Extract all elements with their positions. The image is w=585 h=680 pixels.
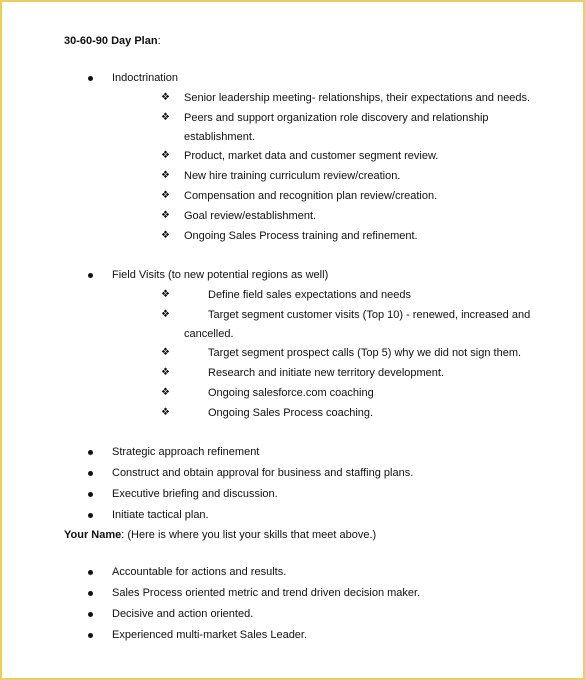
your-name-heading [64, 529, 376, 542]
field-visits-item: Research and initiate new territory development. [208, 367, 445, 379]
bullet-icon [88, 76, 93, 81]
indoctrination-item: Goal review/establishment. [184, 210, 317, 222]
field-visits-item: Define field sales expectations and needs [208, 289, 412, 301]
bullet-icon [88, 591, 93, 596]
indoctrination-item: Product, market data and customer segment review. [184, 150, 439, 162]
diamond-bullet-icon: ❖ [161, 230, 170, 241]
bullet-icon [88, 450, 93, 455]
field-visits-item: Target segment customer visits (Top 10) - renewed, increased and [208, 309, 531, 321]
diamond-bullet-icon: ❖ [161, 367, 170, 378]
diamond-bullet-icon: ❖ [161, 150, 170, 161]
indoctrination-item: New hire training curriculum review/creation. [184, 170, 401, 182]
plan-heading-suffix: : [157, 35, 161, 47]
plan-item: Executive briefing and discussion. [112, 488, 278, 500]
bullet-icon [88, 273, 93, 278]
diamond-bullet-icon: ❖ [161, 92, 170, 103]
bullet-icon [88, 492, 93, 497]
skill-item: Sales Process oriented metric and trend driven decision maker. [112, 587, 421, 599]
your-name-bold: Your Name [64, 529, 122, 541]
indoctrination-item: Senior leadership meeting- relationships, their expectations and needs. [184, 92, 531, 104]
bullet-icon [88, 633, 93, 638]
bullet-icon [88, 513, 93, 518]
diamond-bullet-icon: ❖ [161, 190, 170, 201]
plan-heading-bold: 30-60-90 Day Plan [64, 35, 158, 47]
bullet-icon [88, 612, 93, 617]
your-name-suffix: : (Here is where you list your skills that meet above.) [121, 529, 377, 541]
indoctrination-item-continued: establishment. [184, 131, 255, 143]
bullet-icon [88, 570, 93, 575]
field-visits-item-continued: cancelled. [184, 328, 234, 340]
plan-item: Initiate tactical plan. [112, 509, 209, 521]
indoctrination-title: Indoctrination [112, 72, 179, 84]
plan-item: Strategic approach refinement [112, 446, 260, 458]
skill-item: Experienced multi-market Sales Leader. [112, 629, 308, 641]
indoctrination-item: Compensation and recognition plan review/creation. [184, 190, 438, 202]
indoctrination-item: Peers and support organization role discovery and relationship [184, 112, 489, 124]
diamond-bullet-icon: ❖ [161, 112, 170, 123]
skill-item: Accountable for actions and results. [112, 566, 287, 578]
field-visits-item: Ongoing Sales Process coaching. [208, 407, 374, 419]
diamond-bullet-icon: ❖ [161, 347, 170, 358]
skill-item: Decisive and action oriented. [112, 608, 254, 620]
field-visits-item: Target segment prospect calls (Top 5) why we did not sign them. [208, 347, 522, 359]
diamond-bullet-icon: ❖ [161, 210, 170, 221]
plan-heading [64, 35, 161, 48]
diamond-bullet-icon: ❖ [161, 387, 170, 398]
diamond-bullet-icon: ❖ [161, 407, 170, 418]
diamond-bullet-icon: ❖ [161, 309, 170, 320]
diamond-bullet-icon: ❖ [161, 170, 170, 181]
plan-item: Construct and obtain approval for business and staffing plans. [112, 467, 414, 479]
diamond-bullet-icon: ❖ [161, 289, 170, 300]
indoctrination-item: Ongoing Sales Process training and refinement. [184, 230, 418, 242]
bullet-icon [88, 471, 93, 476]
field-visits-title: Field Visits (to new potential regions as well) [112, 269, 329, 281]
field-visits-item: Ongoing salesforce.com coaching [208, 387, 374, 399]
